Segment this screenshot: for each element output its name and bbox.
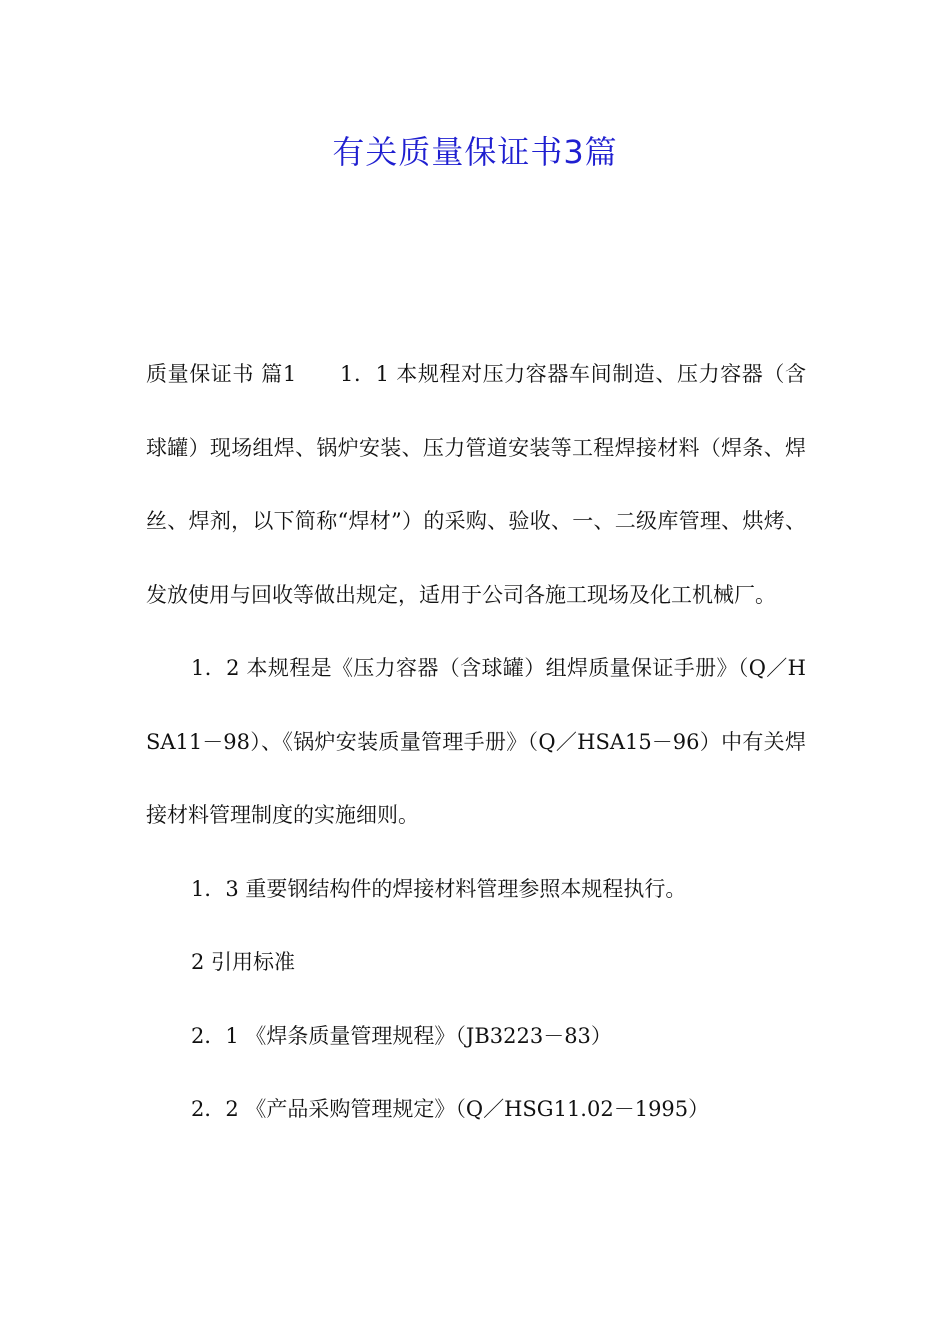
paragraph-1-2: 1．2 本规程是《压力容器（含球罐）组焊质量保证手册》（Q／HSA11－98）、《锅炉安装质量管理手册》（Q／HSA15－96）中有关焊接材料管理制度的实施细则。 <box>146 656 806 827</box>
paragraph-intro: 质量保证书 篇1 1．1 本规程对压力容器车间制造、压力容器（含球罐）现场组焊、锅炉安装、压力管道安装等工程焊接材料（焊条、焊丝、焊剂，以下简称“焊材”）的采购、验收、一、二级库管理、烘烤、发放使用与回收等做出规定，适用于公司各施工现场及化工机械厂。 <box>146 362 806 607</box>
document-title: 有关质量保证书3篇 <box>332 133 618 171</box>
paragraph-1-3: 1．3 重要钢结构件的焊接材料管理参照本规程执行。 <box>191 876 687 901</box>
section-heading-referenced-standards: 2 引用标准 <box>191 950 296 974</box>
document-body <box>146 338 806 1147</box>
paragraph-2-1: 2．1 《焊条质量管理规程》（JB3223－83） <box>191 1023 612 1048</box>
paragraph-2-2: 2．2 《产品采购管理规定》（Q／HSG11.02－1995） <box>191 1097 710 1121</box>
